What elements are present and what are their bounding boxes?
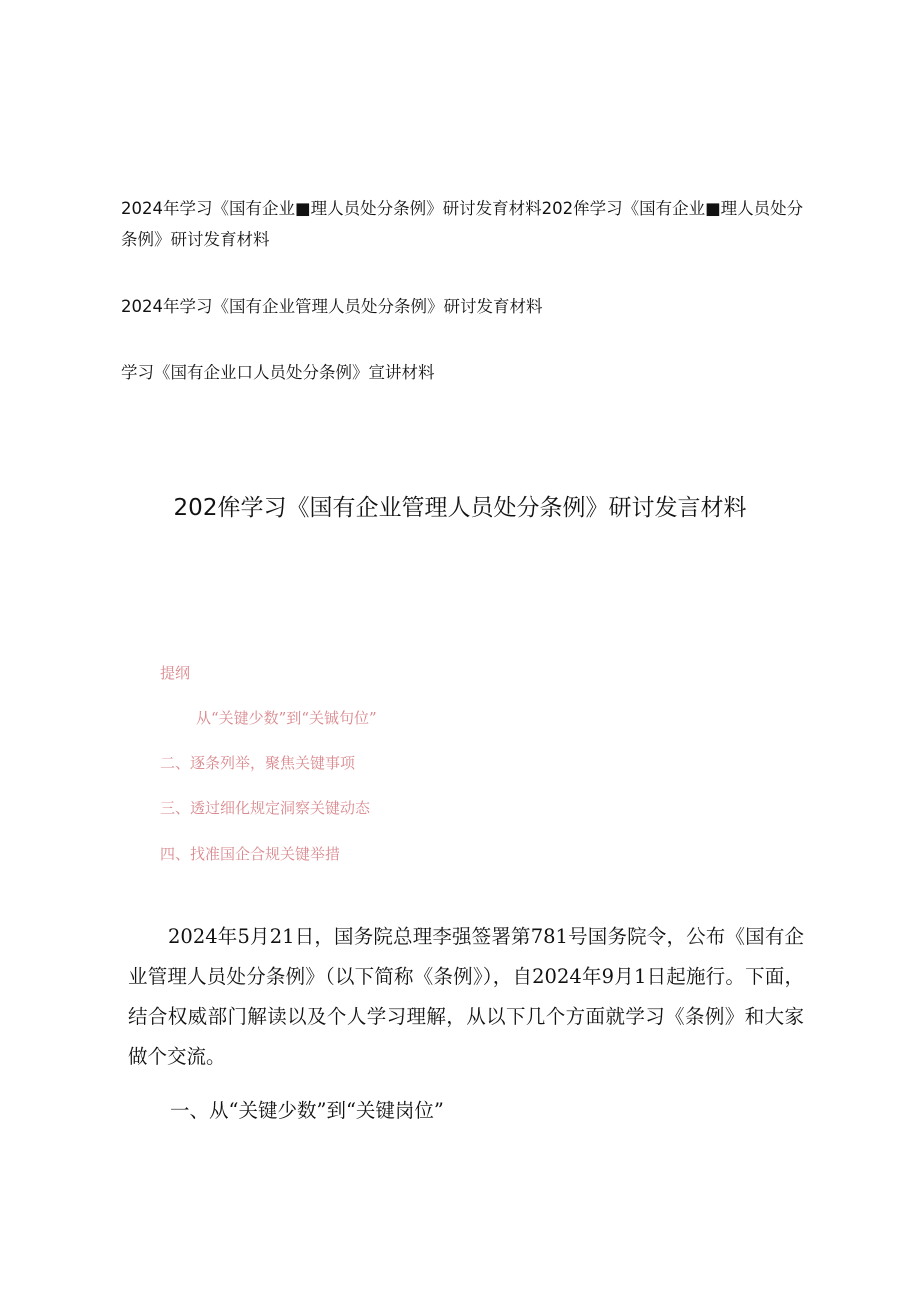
toc-entry-3[interactable]: 学习《国有企业口人员处分条例》宣讲材料 (121, 363, 435, 382)
toc-entry-2[interactable]: 2024年学习《国有企业管理人员处分条例》研讨发育材料 (121, 297, 543, 316)
section-heading-1: 一、从“关键少数”到“关键岗位” (170, 1099, 444, 1122)
outline-item-2: 二、逐条列举，聚焦关键事项 (160, 754, 356, 772)
document-title: 202侔学习《国有企业管理人员处分条例》研讨发言材料 (173, 495, 747, 521)
outline-item-1: 从“关键少数”到“关铖句位” (196, 709, 377, 727)
outline-item-4: 四、找准国企合规关键举措 (160, 845, 341, 863)
body-paragraph: 2024年5月21日，国务院总理李强签署第781号国务院令，公布《国有企业管理人员处分条例》（以下简称《条例》），自2024年9月1日起施行。下面，结合权威部门解读以及个人学习理解，从以下几个方面就学习《条例》和大家做个交流。 (128, 925, 804, 1068)
outline-item-3: 三、透过细化规定洞察关键动态 (160, 799, 371, 817)
toc-entry-1[interactable]: 2024年学习《国有企业■理人员处分条例》研讨发育材料202侔学习《国有企业■理人员处分条例》研讨发育材料 (121, 199, 804, 249)
outline-heading: 提纲 (160, 664, 191, 682)
